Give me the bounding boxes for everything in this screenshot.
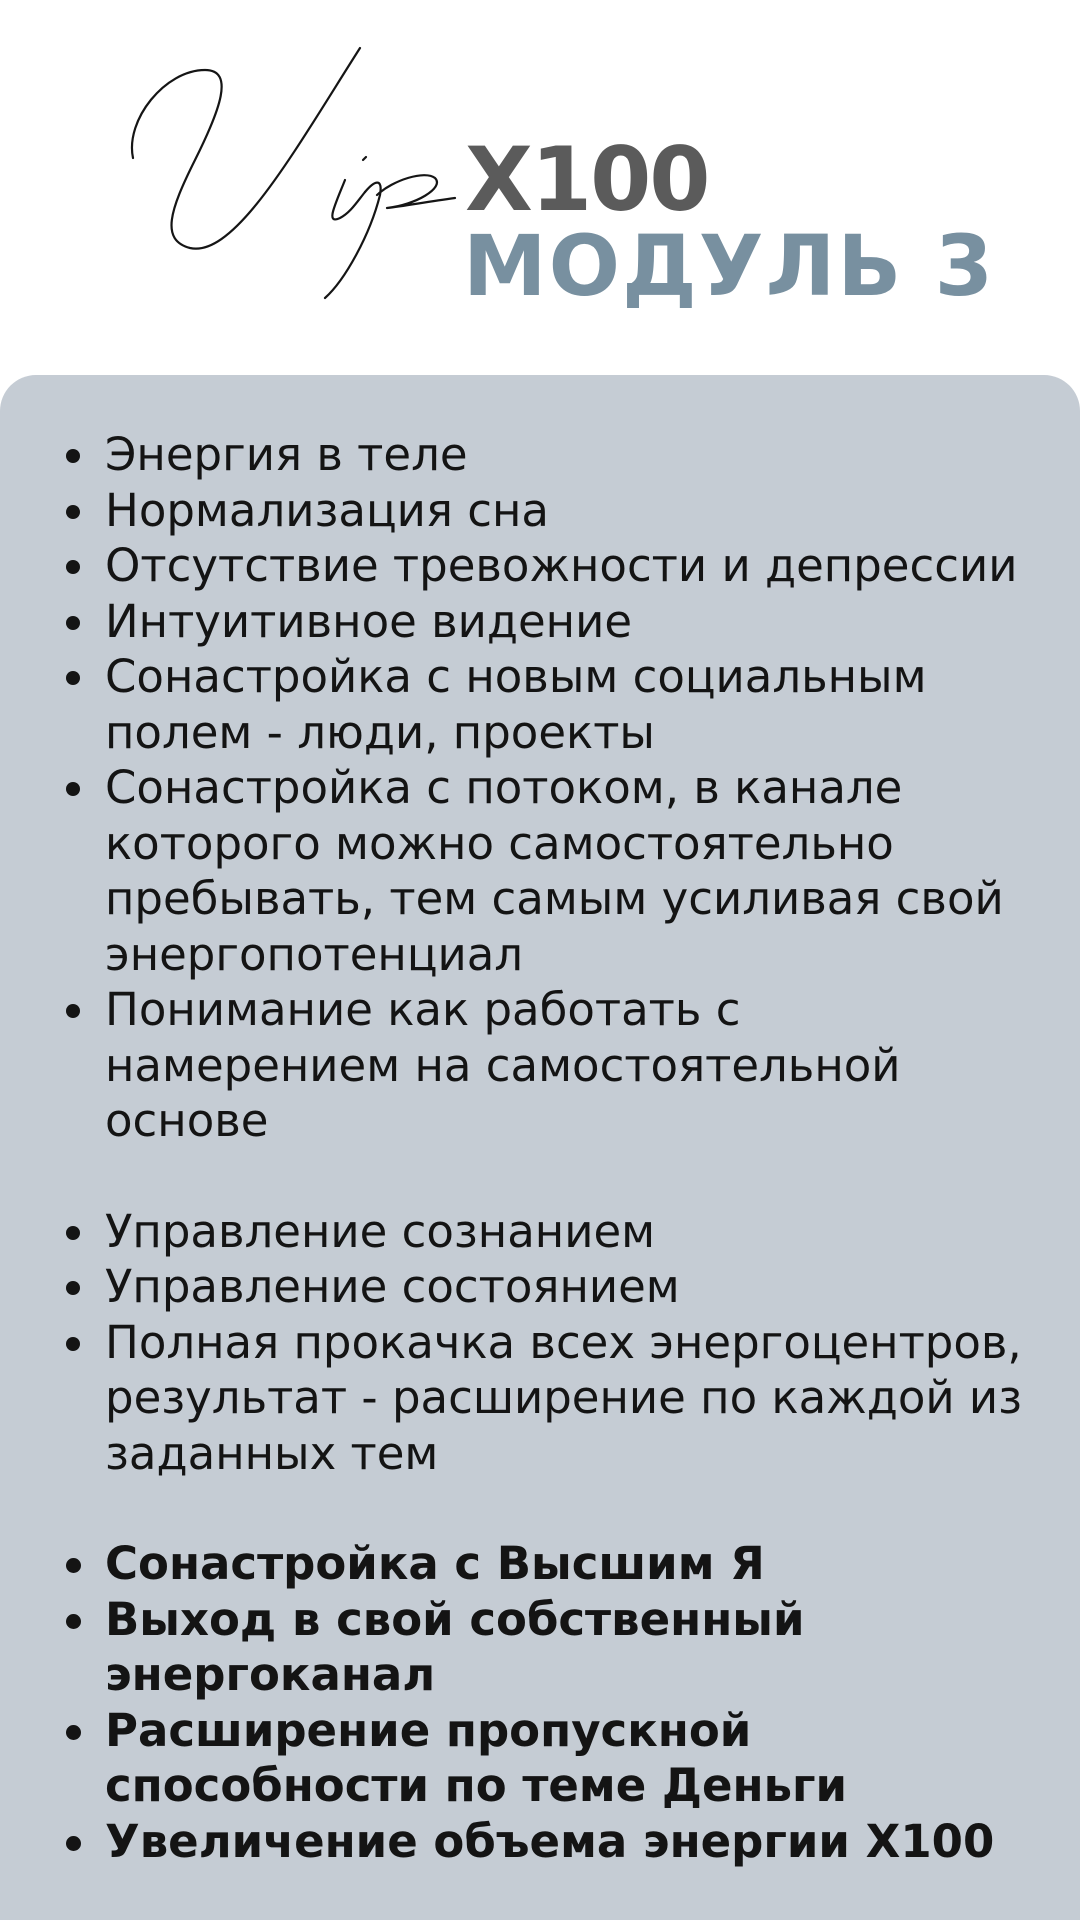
content-panel: [0, 375, 1080, 1920]
group-spacer: [0, 1481, 1080, 1536]
list-item: Интуитивное видение: [0, 594, 1080, 650]
list-item-bold: Сонастройка с Высшим Я: [0, 1536, 1080, 1592]
vip-script-logo: [125, 30, 485, 310]
list-item-bold: Увеличение объема энергии X100: [0, 1814, 1080, 1870]
list-item: Отсутствие тревожности и депрессии: [0, 538, 1080, 594]
header: [0, 0, 1080, 360]
benefits-list: [0, 427, 1080, 1869]
list-item: Сонастройка с потоком, в канале которого можно самостоятельно пребывать, тем самым усиливая свой энергопотенциал: [0, 760, 1080, 982]
list-item: Нормализация сна: [0, 483, 1080, 539]
list-item: Управление сознанием: [0, 1204, 1080, 1260]
list-item-bold: Выход в свой собственный энергоканал: [0, 1592, 1080, 1703]
group-spacer: [0, 1149, 1080, 1204]
list-item: Управление состоянием: [0, 1259, 1080, 1315]
list-item-bold: Расширение пропускной способности по теме Деньги: [0, 1703, 1080, 1814]
list-item: Энергия в теле: [0, 427, 1080, 483]
list-item: Полная прокачка всех энергоцентров, результат - расширение по каждой из заданных тем: [0, 1315, 1080, 1482]
title-module: МОДУЛЬ 3: [463, 217, 996, 315]
list-item: Сонастройка с новым социальным полем - люди, проекты: [0, 649, 1080, 760]
list-item: Понимание как работать с намерением на самостоятельной основе: [0, 982, 1080, 1149]
title-x100: X100: [465, 128, 709, 231]
